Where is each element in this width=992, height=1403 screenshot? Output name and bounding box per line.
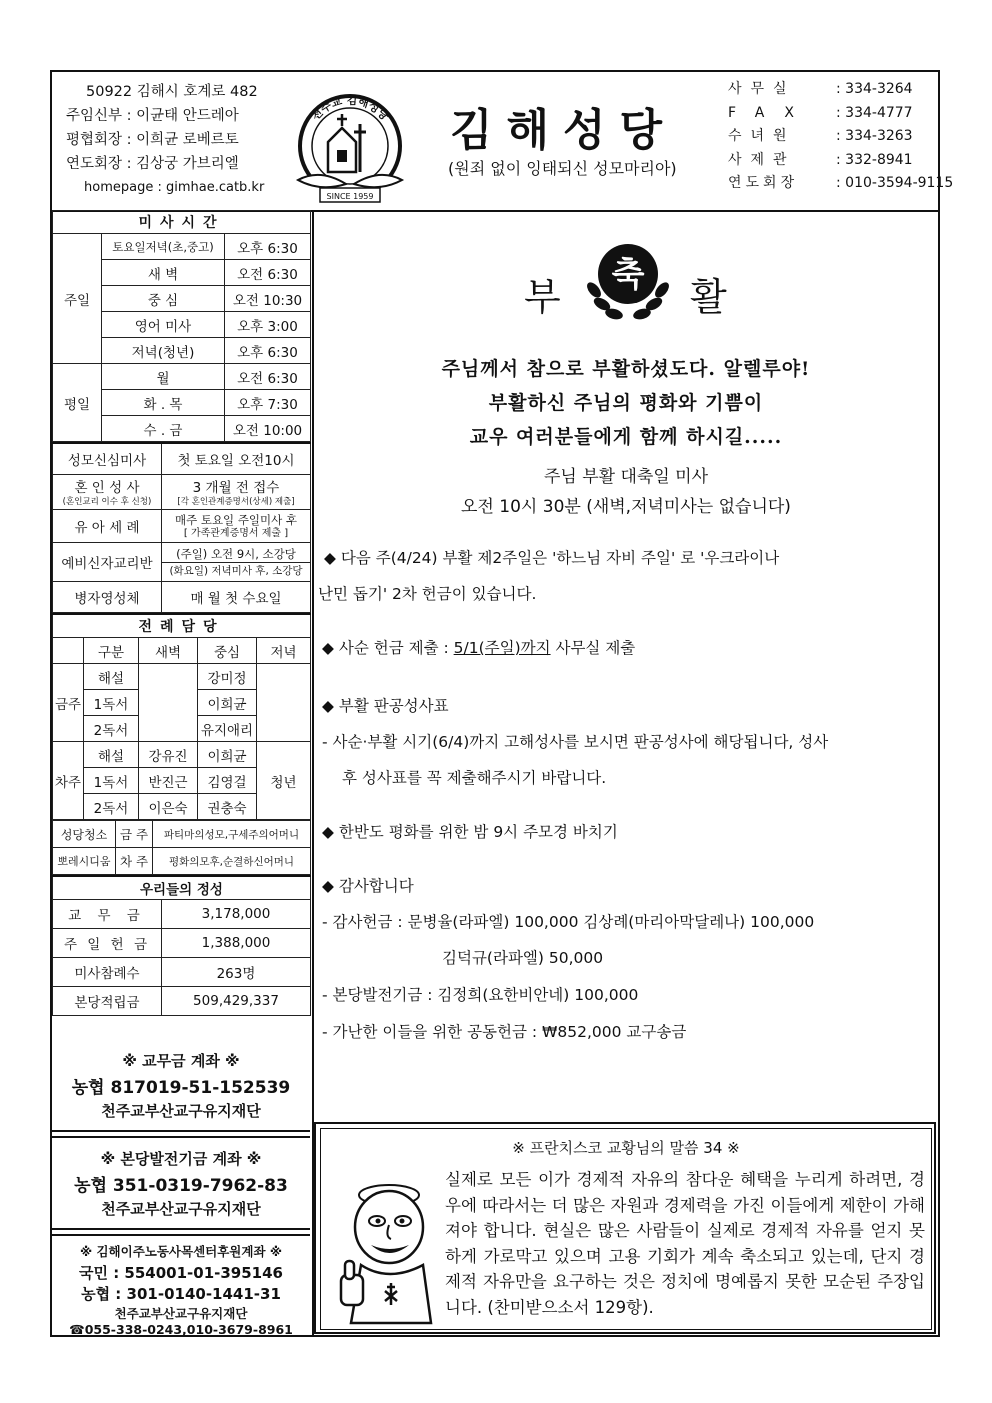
contact-row: 사무실 : 334-3264 xyxy=(728,81,913,97)
pope-cartoon-icon xyxy=(331,1165,441,1325)
notice-item: ◆ 다음 주(4/24) 부활 제2주일은 '하느님 자비 주일' 로 '우크라이나 xyxy=(324,549,780,567)
contact-row: 연도회장 : 010-3594-9115 xyxy=(728,175,954,191)
weekday-label: 평일 xyxy=(53,364,102,442)
left-sidebar xyxy=(52,210,314,1335)
quote-text: 실제로 모든 이가 경제적 자유의 참다운 혜택을 누리게 하려면, 경우에 따라서는 더 많은 자원과 경제력을 가진 이들에게 제한이 가해져야 합니다. 현실은 많은 사람들이 실제로 경제적 자유를 얻지 못하게 가로막고 있으며 고용 기회가 계속 축소되고 있는데, 단지 경제적 자유만을 요구하는 것은 정치에 명예롭지 못한 모순된 주장입니다. (찬미받으소서 129항). xyxy=(445,1170,925,1317)
migrant-center-account: ※ 김해이주노동사목센터후원계좌 ※ 국민 : 554001-01-395146 농협 : 301-0140-1441-31 천주교부산교구유지재단 ☎055-338-0243,010-3679-8961 xyxy=(52,1234,310,1336)
header xyxy=(52,72,954,212)
sunday-label: 주일 xyxy=(53,234,102,364)
easter-mass-time: 오전 10시 30분 (새벽,저녁미사는 없습니다) xyxy=(461,497,791,517)
bulletin-frame xyxy=(50,70,954,1337)
mass-times-table: 미사시간 주일 토요일저녁(초,중고) 오후 6:30 새 벽 오전 6:30 중 심 오전 10:30 영어 미사 오후 3:00 저녁(청년) 오후 6:30 평일 월 오전 6:30 화 . 목 오후 7:30 수 . 금 오전 10:00 xyxy=(52,210,311,442)
liturgy-table: 전례담당 구분 새벽 중심 저녁 금주 해설 강미정 1독서 이희균 2독서 유지애리 차주 해설 강유진 이희균 청년 1독서 반진근 김영걸 2독서 이은숙 권충숙 xyxy=(52,613,311,820)
parish-logo xyxy=(290,84,410,206)
page-subtitle: (원죄 없이 잉태되신 성모마리아) xyxy=(448,159,677,178)
logo-text: 천주교 김해성당 xyxy=(308,93,392,123)
notice-detail: 김덕규(라파엘) 50,000 xyxy=(442,949,604,967)
notice-detail: - 감사헌금 : 문병율(라파엘) 100,000 김상례(마리아막달레나) 100,000 xyxy=(322,913,815,931)
contact-list xyxy=(728,78,976,196)
contact-row: 수녀원 : 334-3263 xyxy=(728,128,913,144)
elders-chair: 연도회장 : 김상궁 가브리엘 xyxy=(66,156,239,172)
offering-title: 우리들의 정성 xyxy=(53,876,311,900)
wreath-icon xyxy=(580,230,676,326)
notice-detail: - 가난한 이들을 위한 공동헌금 : ₩852,000 교구송금 xyxy=(322,1023,687,1041)
easter-mass-title: 주님 부활 대축일 미사 xyxy=(543,467,708,487)
contact-row: FAX : 334-4777 xyxy=(728,104,913,121)
notice-item: 난민 돕기' 2차 헌금이 있습니다. xyxy=(318,585,537,603)
pastor: 주임신부 : 이균태 안드레아 xyxy=(66,108,239,124)
quote-title: ※ 프란치스코 교황님의 말씀 34 ※ xyxy=(512,1139,740,1157)
main-content xyxy=(314,210,938,1335)
notice-item: ◆ 사순 헌금 제출 : 5/1(주일)까지 사무실 제출 xyxy=(322,639,636,657)
cleaning-table: 성당청소 금 주 파티마의성모,구세주의어머니 뽀레시디움 차 주 평화의모후,순결하신어머니 xyxy=(52,820,311,875)
address: 50922 김해시 호계로 482 xyxy=(86,84,258,100)
greeting-line: 부활하신 주님의 평화와 기쁨이 xyxy=(488,392,764,414)
homepage: homepage : gimhae.catb.kr xyxy=(84,180,265,195)
notice-detail: 후 성사표를 꼭 제출해주시기 바랍니다. xyxy=(342,769,607,787)
greeting-line: 교우 여러분들에게 함께 하시길..... xyxy=(469,426,783,448)
mass-times-title: 미사시간 xyxy=(53,211,311,234)
sacraments-table: 성모신심미사 첫 토요일 오전10시 혼 인 성 사 (혼인교리 이수 후 신청) 3 개월 전 접수 [각 혼인관계증명서(상세) 제출] 유 아 세 례 매주 토요일 주일미사 후 [ 가족관계증명서 제출 ] 예비신자교리반 (주일) 오전 9시, 소강당 (화요일) 저녁미사 후, 소강당 병자영성체 매 월 첫 수요일 xyxy=(52,442,311,613)
liturgy-title: 전례담당 xyxy=(53,614,311,638)
notice-detail: - 본당발전기금 : 김정희(요한비안네) 100,000 xyxy=(322,986,639,1004)
offering-table: 우리들의 정성 교 무 금 3,178,000 주 일 헌 금 1,388,000 미사참례수 263명 본당적립금 509,429,337 xyxy=(52,875,311,1016)
pope-quote-box xyxy=(314,1122,936,1334)
logo-since: SINCE 1959 xyxy=(326,192,374,201)
contact-row: 사제관 : 332-8941 xyxy=(728,151,913,168)
council-chair: 평협회장 : 이희균 로베르토 xyxy=(66,132,239,148)
tithe-account: ※ 교무금 계좌 ※ 농협 817019-51-152539 천주교부산교구유지재단 xyxy=(52,1040,310,1132)
wreath-text: 축 xyxy=(611,255,645,295)
notice-item: ◆ 한반도 평화를 위한 밤 9시 주모경 바치기 xyxy=(322,823,618,841)
page-title: 김해성당 xyxy=(450,105,677,156)
notice-item: ◆ 감사합니다 xyxy=(322,877,414,895)
easter-banner: 부 축 활 xyxy=(524,230,744,320)
development-account: ※ 본당발전기금 계좌 ※ 농협 351-0319-7962-83 천주교부산교구유지재단 xyxy=(52,1136,310,1230)
greeting-line: 주님께서 참으로 부활하셨도다. 알렐루야! xyxy=(441,358,811,380)
parish-info xyxy=(66,80,264,200)
notice-detail: - 사순·부활 시기(6/4)까지 고해성사를 보시면 판공성사에 해당됩니다, 성사 xyxy=(322,733,829,751)
notice-item: ◆ 부활 판공성사표 xyxy=(322,697,449,715)
